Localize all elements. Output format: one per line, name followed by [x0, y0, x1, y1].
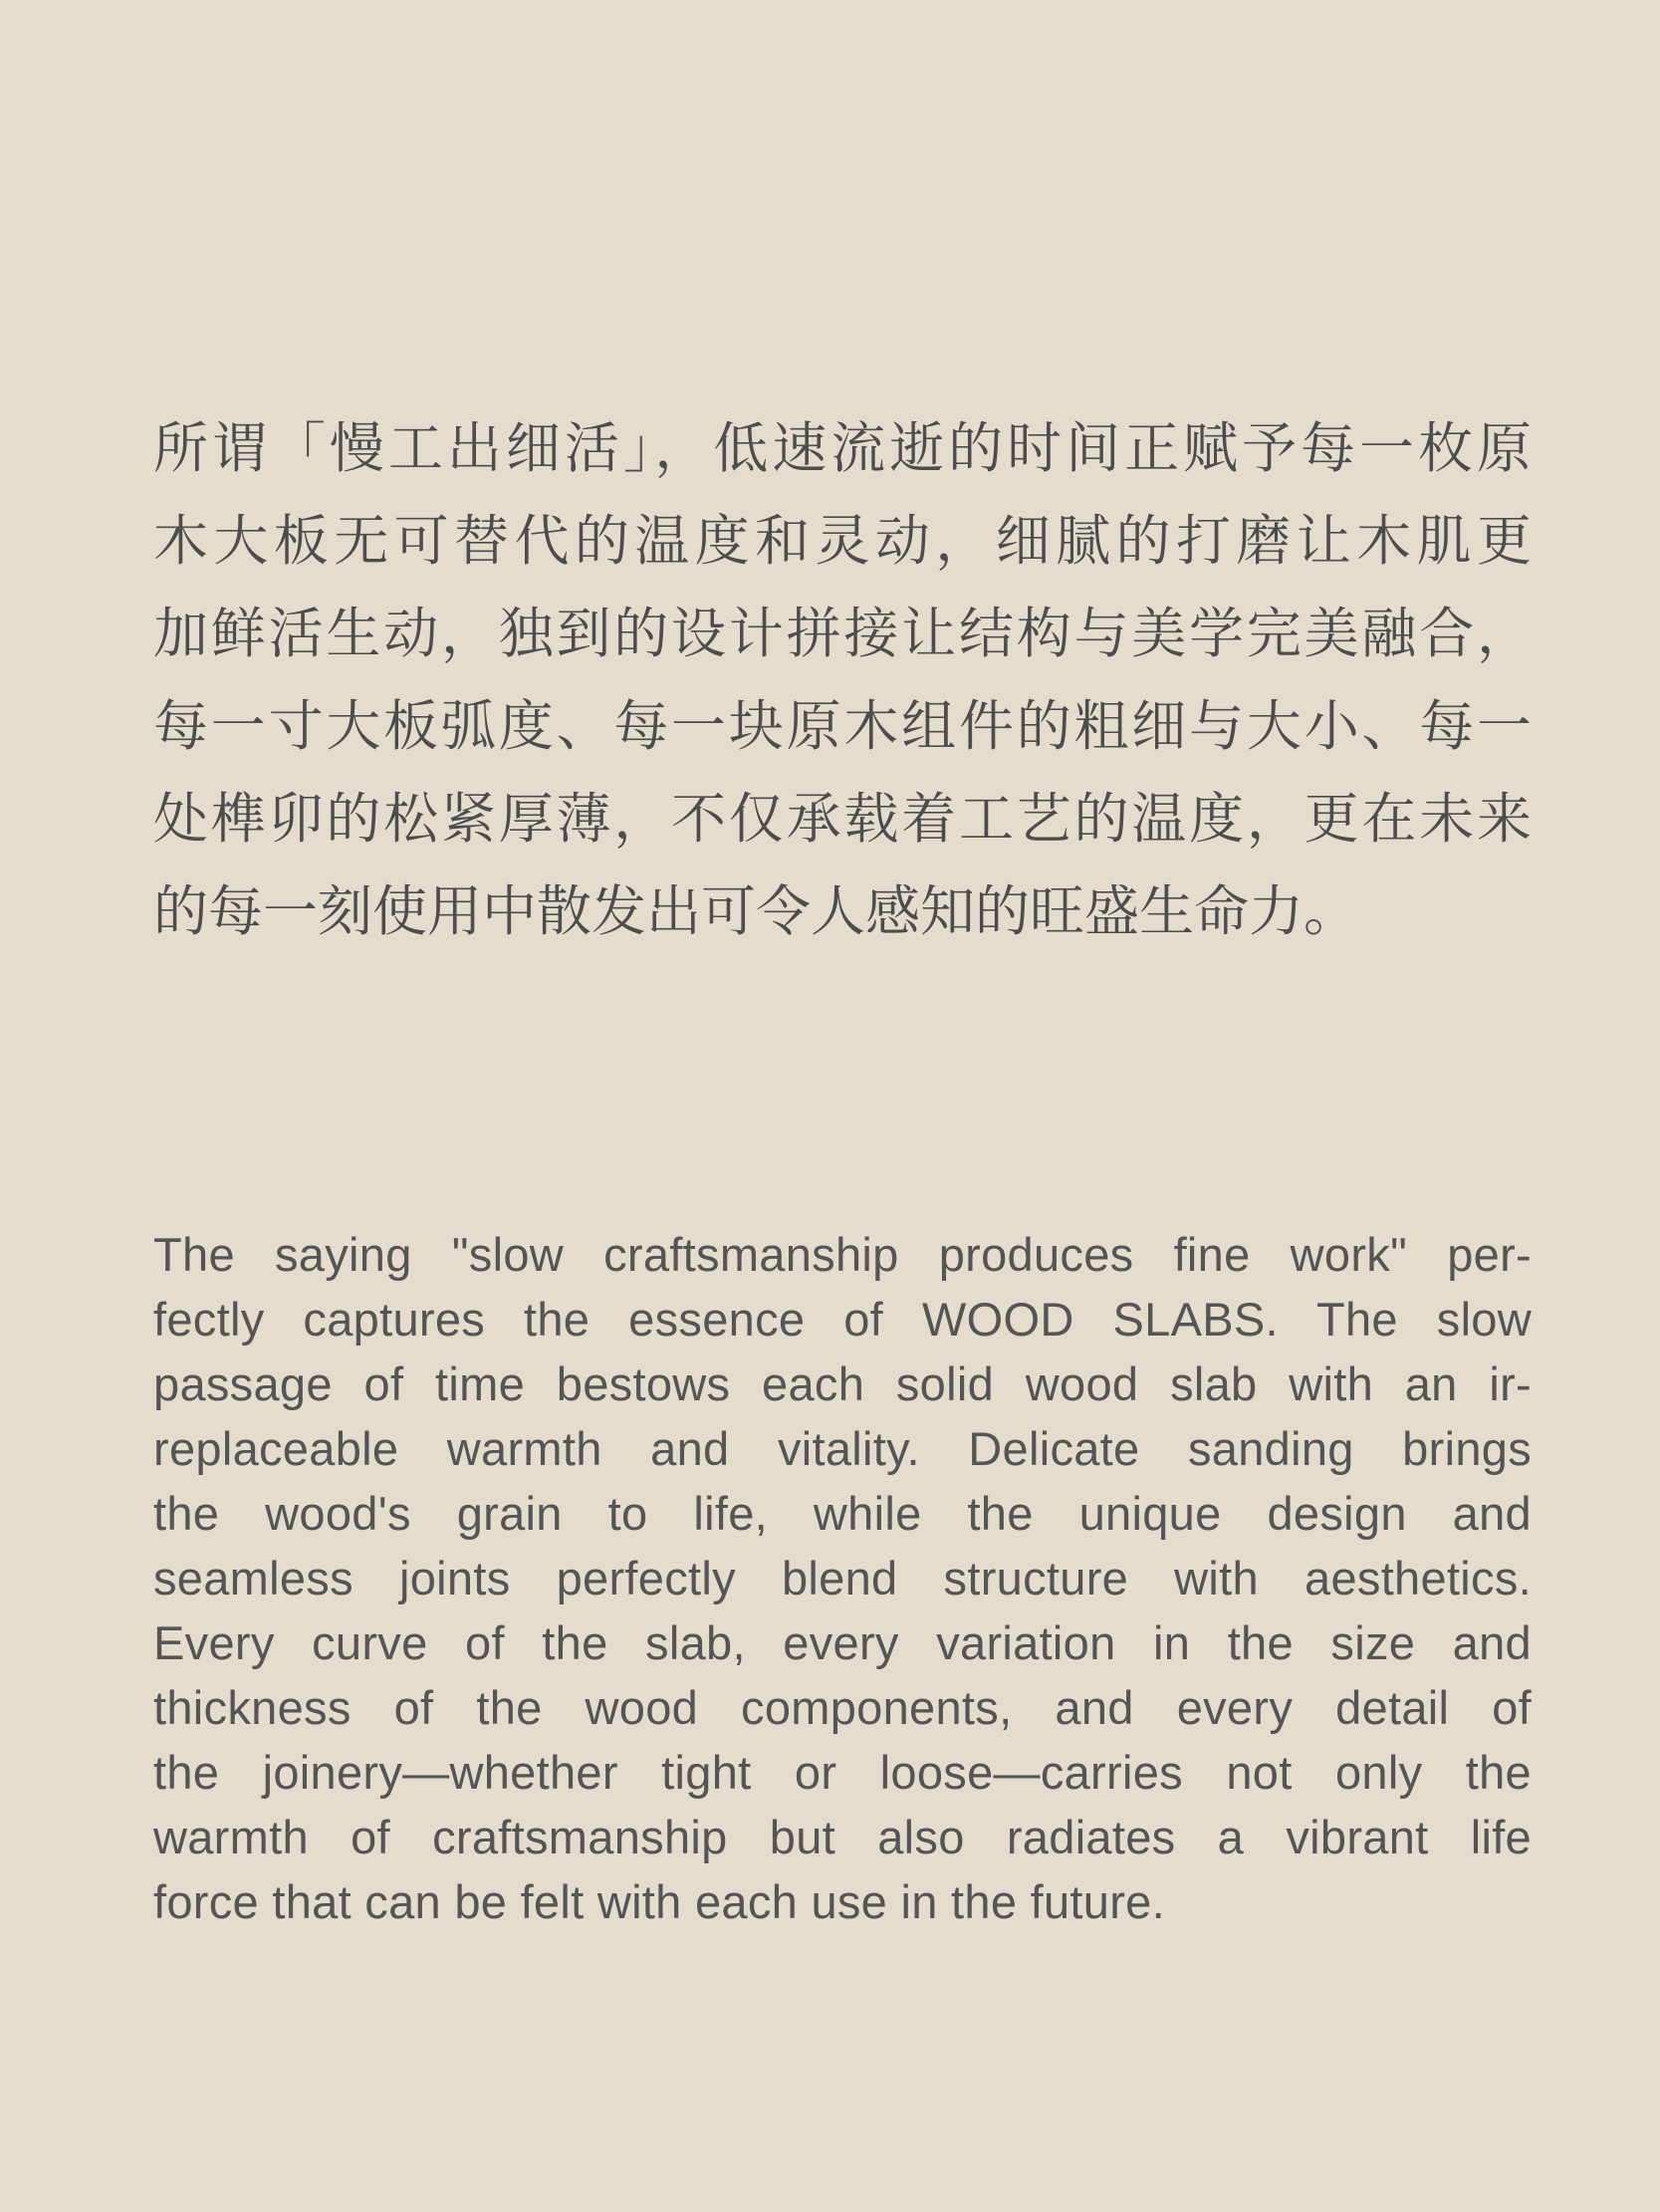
chinese-line-4: 每一寸大板弧度、每一块原木组件的粗细与大小、每一: [153, 694, 1532, 758]
english-paragraph: [153, 1222, 1532, 1934]
chinese-line-1: 所谓「慢工出细活」，低速流逝的时间正赋予每一枚原: [153, 416, 1532, 480]
english-line-1: The saying "slow craftsmanship produces fine work" per-: [153, 1228, 1532, 1281]
chinese-paragraph: [153, 402, 1532, 958]
english-line-6: seamless joints perfectly blend structure with aesthetics.: [153, 1552, 1532, 1604]
chinese-line-6: 的每一刻使用中散发出可令人感知的旺盛生命力。: [153, 879, 1359, 943]
english-line-3: passage of time bestows each solid wood slab with an ir-: [153, 1357, 1532, 1410]
english-line-10: warmth of craftsmanship but also radiates a vibrant life: [153, 1811, 1532, 1863]
english-line-11: force that can be felt with each use in the future.: [153, 1875, 1165, 1928]
chinese-line-3: 加鲜活生动，独到的设计拼接让结构与美学完美融合，: [153, 602, 1532, 665]
chinese-line-5: 处榫卯的松紧厚薄，不仅承载着工艺的温度，更在未来: [153, 787, 1532, 851]
english-line-7: Every curve of the slab, every variation in the size and: [153, 1616, 1532, 1669]
chinese-line-2: 木大板无可替代的温度和灵动，细腻的打磨让木肌更: [153, 509, 1532, 573]
english-line-4: replaceable warmth and vitality. Delicate sanding brings: [153, 1422, 1532, 1475]
english-line-9: the joinery—whether tight or loose—carries not only the: [153, 1746, 1532, 1799]
english-line-8: thickness of the wood components, and every detail of: [153, 1681, 1532, 1734]
english-line-5: the wood's grain to life, while the unique design and: [153, 1487, 1532, 1540]
english-line-2: fectly captures the essence of WOOD SLABS. The slow: [153, 1293, 1532, 1346]
